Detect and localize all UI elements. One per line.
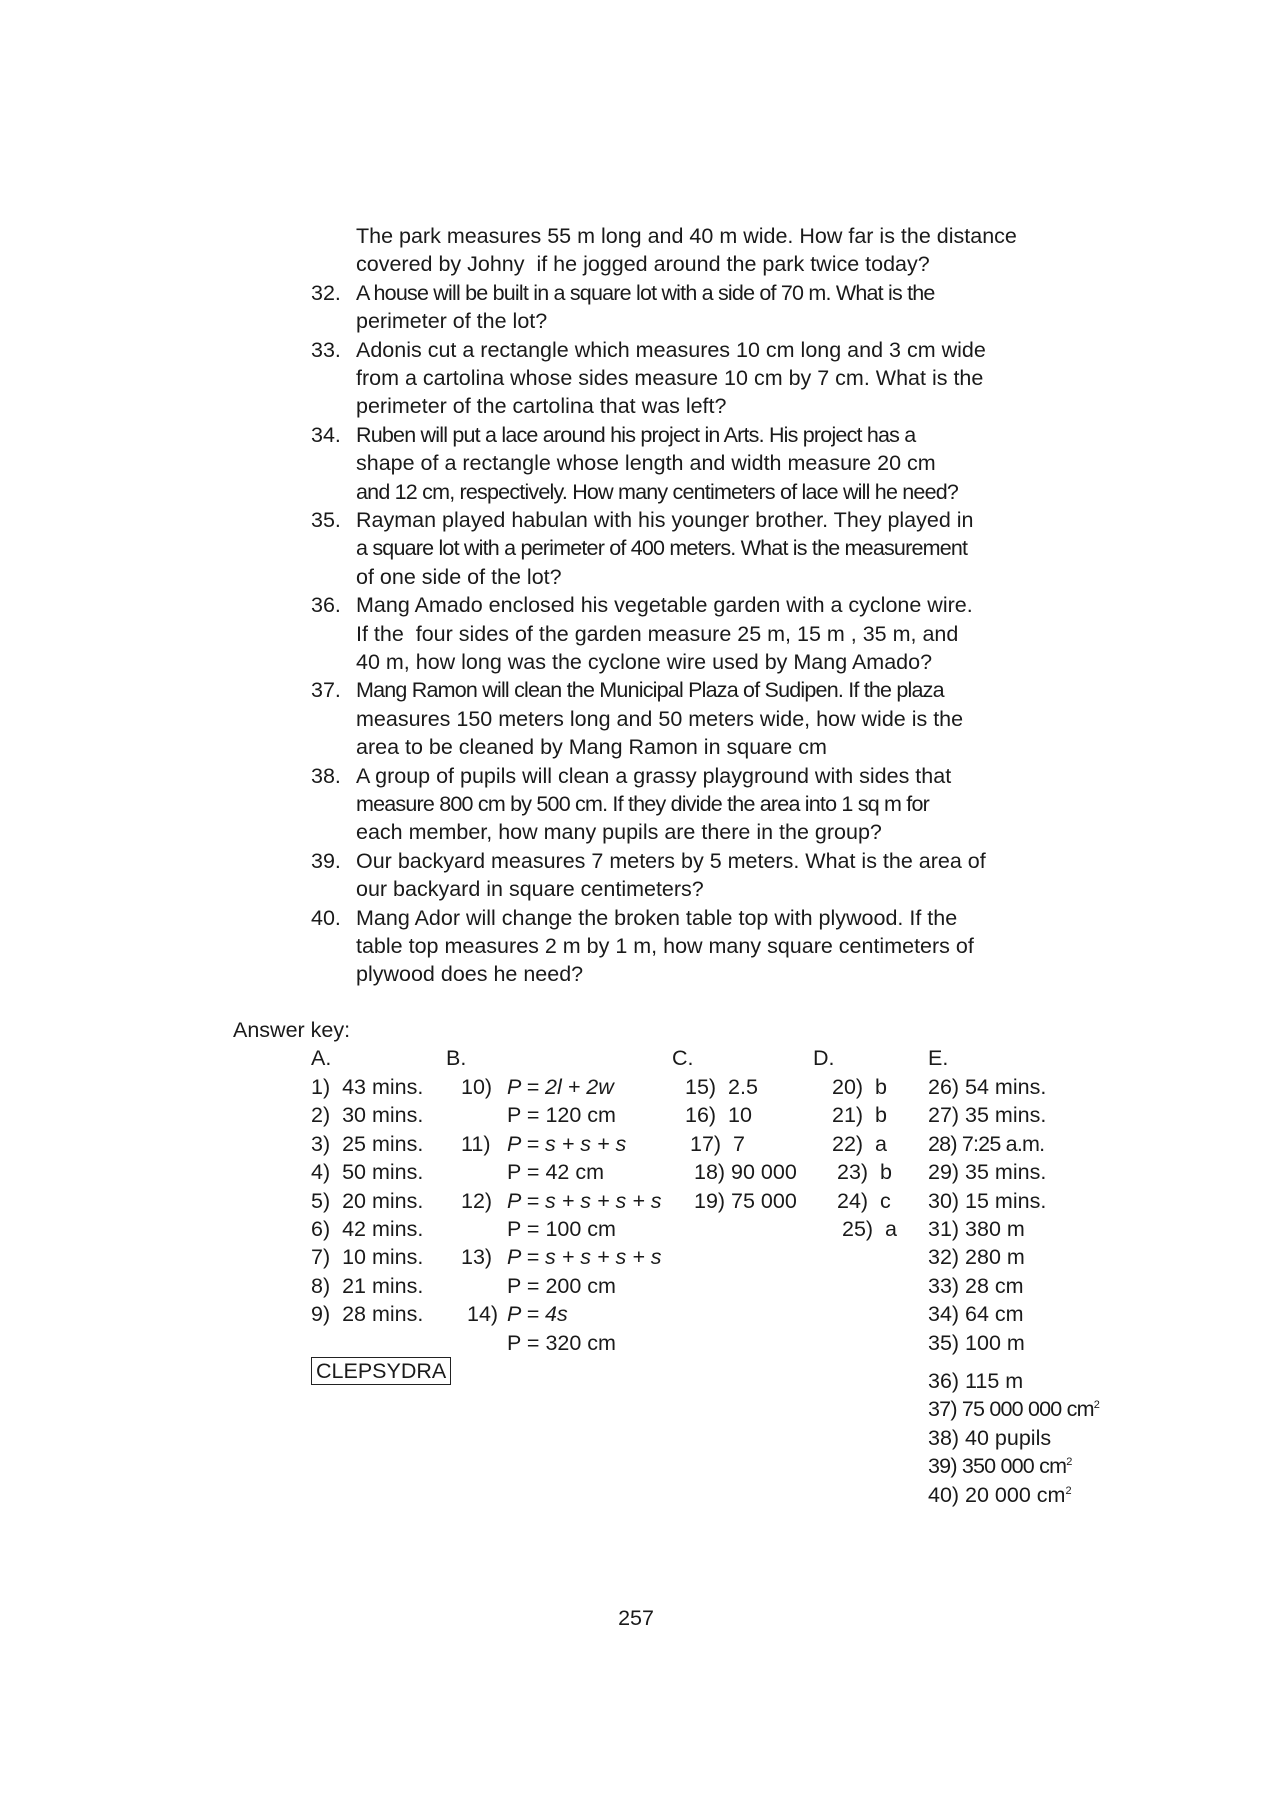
problem-item xyxy=(311,279,1111,336)
answer-b-formula: P = s + s + s + s xyxy=(507,1188,662,1213)
problem-line: plywood does he need? xyxy=(356,962,584,987)
answer-e xyxy=(928,1243,1025,1271)
problem-line: perimeter of the cartolina that was left? xyxy=(356,394,727,419)
problem-line: area to be cleaned by Mang Ramon in square cm xyxy=(356,735,827,760)
answer-a: 1) 43 mins. xyxy=(311,1075,424,1099)
answer-e xyxy=(928,1101,1046,1129)
problem-line: Our backyard measures 7 meters by 5 meters. What is the area of xyxy=(356,848,986,873)
problem-line: Rayman played habulan with his younger brother. They played in xyxy=(356,508,974,532)
answer-b-number: 13) xyxy=(461,1245,493,1270)
answer-e xyxy=(928,1481,1072,1509)
answer-a: 5) 20 mins. xyxy=(311,1188,424,1213)
problem-line: If the four sides of the garden measure 25 m, 15 m , 35 m, and xyxy=(356,621,959,646)
answer-e-text: 36) 115 m xyxy=(928,1369,1024,1393)
answer-e xyxy=(928,1395,1099,1423)
answer-d: 20) b xyxy=(832,1075,887,1099)
answer-e-text: 34) 64 cm xyxy=(928,1302,1024,1327)
problem-line: Mang Amado enclosed his vegetable garden with a cyclone wire. xyxy=(356,593,973,618)
answer-b-number: 11) xyxy=(461,1131,491,1156)
answer-a: 2) 30 mins. xyxy=(311,1103,424,1128)
problem-line: our backyard in square centimeters? xyxy=(356,877,704,902)
answer-c: 17) 7 xyxy=(690,1131,745,1156)
answer-e xyxy=(928,1073,1046,1101)
answer-e xyxy=(928,1329,1025,1357)
problem-item xyxy=(311,904,1111,989)
problem-line: a square lot with a perimeter of 400 meters. What is the measurement xyxy=(356,536,968,561)
answer-e xyxy=(928,1158,1046,1186)
problem-intro xyxy=(311,222,1111,279)
problem-item xyxy=(311,506,1111,591)
answer-e-text: 29) 35 mins. xyxy=(928,1160,1047,1185)
answer-a: 9) 28 mins. xyxy=(311,1302,424,1327)
answer-b-formula: P = s + s + s + s xyxy=(507,1245,662,1270)
problem-number: 40. xyxy=(311,905,341,930)
answer-e-text: 40) 20 000 cm xyxy=(928,1482,1066,1507)
column-header: E. xyxy=(928,1046,949,1070)
answer-e-text: 32) 280 m xyxy=(928,1245,1025,1270)
problem-number: 35. xyxy=(311,508,341,532)
answer-b-formula: P = s + s + s xyxy=(507,1131,627,1156)
answer-b-result: P = 100 cm xyxy=(507,1217,616,1241)
problem-line: Ruben will put a lace around his project in Arts. His project has a xyxy=(356,422,916,447)
problem-item xyxy=(311,336,1111,421)
problem-line: measures 150 meters long and 50 meters wide, how wide is the xyxy=(356,706,964,731)
superscript: 2 xyxy=(1066,1456,1072,1469)
answer-a: 4) 50 mins. xyxy=(311,1160,424,1185)
answer-d: 22) a xyxy=(832,1131,887,1156)
answer-e-text: 39) 350 000 cm xyxy=(928,1454,1067,1479)
answer-key-title: Answer key: xyxy=(233,1018,351,1042)
answer-e-text: 35) 100 m xyxy=(928,1330,1025,1355)
problem-number: 38. xyxy=(311,763,341,788)
answer-a: 6) 42 mins. xyxy=(311,1217,424,1241)
problem-line: 40 m, how long was the cyclone wire used by Mang Amado? xyxy=(356,649,933,674)
answer-e xyxy=(928,1424,1051,1452)
problem-line: Mang Ador will change the broken table top with plywood. If the xyxy=(356,905,958,930)
problem-number: 32. xyxy=(311,280,341,305)
answer-d: 24) c xyxy=(837,1188,891,1213)
problem-line: Mang Ramon will clean the Municipal Plaza of Sudipen. If the plaza xyxy=(356,678,944,703)
answer-c: 15) 2.5 xyxy=(685,1075,758,1099)
answer-b-number: 12) xyxy=(461,1188,493,1213)
answer-a: 7) 10 mins. xyxy=(311,1245,424,1270)
answer-e xyxy=(928,1452,1072,1480)
problem-item xyxy=(311,847,1111,904)
answer-d: 23) b xyxy=(837,1160,892,1185)
column-header: C. xyxy=(672,1046,694,1070)
answer-b-result: P = 120 cm xyxy=(507,1103,616,1128)
problem-line: of one side of the lot? xyxy=(356,564,562,589)
problem-item xyxy=(311,421,1111,506)
answer-a: 3) 25 mins. xyxy=(311,1131,424,1156)
superscript: 2 xyxy=(1065,1484,1072,1497)
problem-item xyxy=(311,762,1111,847)
answer-e-text: 33) 28 cm xyxy=(928,1273,1024,1298)
problem-line: A house will be built in a square lot with a side of 70 m. What is the xyxy=(356,280,935,305)
answer-b-number: 10) xyxy=(461,1075,493,1099)
superscript: 2 xyxy=(1093,1399,1100,1412)
answer-d: 25) a xyxy=(842,1217,897,1241)
answer-e-text: 27) 35 mins. xyxy=(928,1103,1047,1128)
problem-line: covered by Johny if he jogged around the park twice today? xyxy=(356,252,930,277)
answer-b-formula: P = 4s xyxy=(507,1302,568,1327)
answer-e-text: 31) 380 m xyxy=(928,1217,1025,1241)
problem-item xyxy=(311,591,1111,676)
answer-b-number: 14) xyxy=(467,1302,499,1327)
answer-c: 18) 90 000 xyxy=(694,1160,797,1185)
answer-e xyxy=(928,1187,1046,1215)
problem-line: shape of a rectangle whose length and width measure 20 cm xyxy=(356,451,936,476)
problem-line: perimeter of the lot? xyxy=(356,309,548,334)
problem-line: and 12 cm, respectively. How many centimeters of lace will he need? xyxy=(356,479,959,504)
answer-e xyxy=(928,1215,1025,1243)
problem-line: The park measures 55 m long and 40 m wide. How far is the distance xyxy=(356,224,1017,248)
problem-line: each member, how many pupils are there in the group? xyxy=(356,820,882,845)
boxed-answer-word: CLEPSYDRA xyxy=(311,1357,451,1385)
answer-b-formula: P = 2l + 2w xyxy=(507,1075,614,1099)
answer-b-result: P = 320 cm xyxy=(507,1330,616,1355)
answer-e xyxy=(928,1367,1023,1395)
column-header: A. xyxy=(311,1046,332,1070)
problem-number: 39. xyxy=(311,848,341,873)
answer-e-text: 26) 54 mins. xyxy=(928,1075,1047,1099)
problem-number: 34. xyxy=(311,422,341,447)
page-number: 257 xyxy=(618,1606,654,1630)
answer-a: 8) 21 mins. xyxy=(311,1273,424,1298)
answer-e-text: 37) 75 000 000 cm xyxy=(928,1397,1094,1422)
answer-c: 16) 10 xyxy=(685,1103,752,1128)
answer-e xyxy=(928,1300,1024,1328)
problem-line: A group of pupils will clean a grassy playground with sides that xyxy=(356,763,952,788)
problem-number: 36. xyxy=(311,593,341,618)
answer-b-result: P = 200 cm xyxy=(507,1273,616,1298)
column-header: B. xyxy=(446,1046,467,1070)
answer-d: 21) b xyxy=(832,1103,887,1128)
problem-line: Adonis cut a rectangle which measures 10 cm long and 3 cm wide xyxy=(356,337,986,362)
answer-e xyxy=(928,1130,1044,1158)
answer-c: 19) 75 000 xyxy=(694,1188,797,1213)
answer-e xyxy=(928,1272,1024,1300)
problem-line: measure 800 cm by 500 cm. If they divide the area into 1 sq m for xyxy=(356,791,930,816)
problem-number: 37. xyxy=(311,678,341,703)
answer-b-result: P = 42 cm xyxy=(507,1160,605,1185)
answer-e-text: 30) 15 mins. xyxy=(928,1188,1047,1213)
column-header: D. xyxy=(813,1046,835,1070)
problem-number: 33. xyxy=(311,337,341,362)
answer-e-text: 28) 7:25 a.m. xyxy=(928,1131,1045,1156)
problem-item xyxy=(311,676,1111,761)
problem-line: from a cartolina whose sides measure 10 cm by 7 cm. What is the xyxy=(356,365,984,390)
problem-line: table top measures 2 m by 1 m, how many square centimeters of xyxy=(356,933,974,958)
answer-e-text: 38) 40 pupils xyxy=(928,1425,1052,1450)
